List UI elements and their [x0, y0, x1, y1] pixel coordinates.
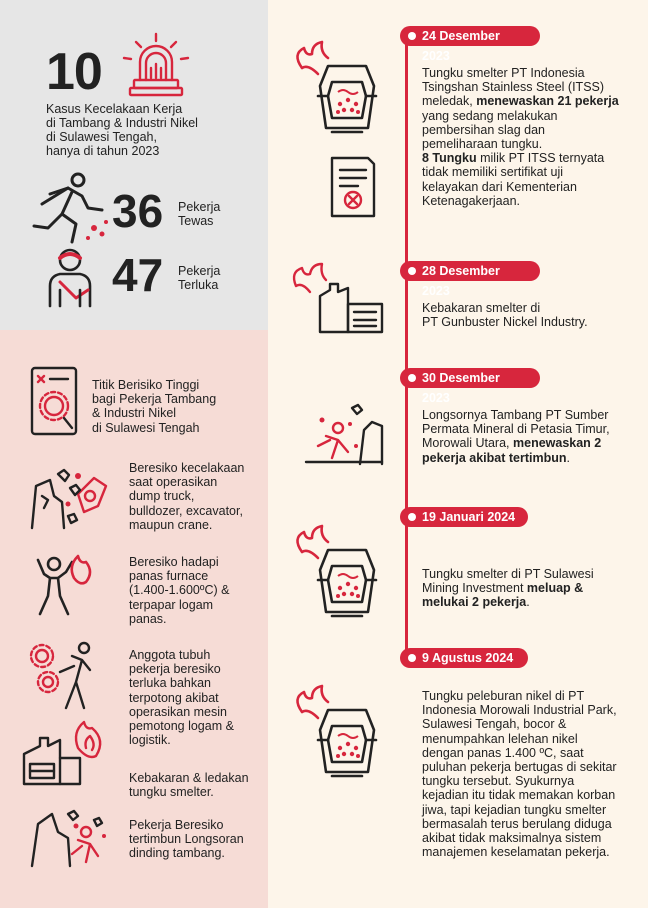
event-line: akibat tidak maksimalnya sistem [422, 831, 602, 846]
risk-line: saat operasikan [129, 475, 218, 490]
event-line: tungku tersebut. Syukurnya [422, 774, 575, 789]
timeline-line [405, 36, 408, 666]
running-worker-icon [28, 170, 112, 246]
cases-count: 10 [46, 43, 102, 101]
timeline-date-5 [400, 648, 528, 668]
event-line: manajemen keselamatan pekerja. [422, 845, 610, 860]
risk-line: Anggota tubuh [129, 648, 211, 662]
furnace-fire-icon [288, 524, 388, 624]
furnace-fire-icon [288, 684, 388, 784]
timeline-date-label: 9 Agustus 2024 [422, 651, 514, 665]
dead-label-line: Pekerja [178, 200, 221, 214]
event-line: Mining Investment meluap & [422, 581, 584, 596]
machine-gears-worker-icon [28, 638, 104, 712]
event-line: kelayakan dari Kementerian [422, 179, 577, 194]
risk-line: Beresiko hadapi [129, 555, 219, 569]
event-line: Tungku smelter PT Indonesia [422, 66, 585, 80]
event-line: pembersihan slag dan [422, 122, 545, 137]
timeline-date-label: 19 Januari 2024 [422, 510, 516, 524]
event-line: Tungku peleburan nikel di PT [422, 689, 585, 703]
injured-count: 47 [112, 249, 164, 301]
risk-header [92, 378, 216, 435]
risk-line: tertimbun Longsoran [129, 832, 244, 847]
factory-fire-icon [290, 262, 386, 334]
timeline-dot [408, 513, 416, 521]
event-line: Ketenagakerjaan. [422, 193, 520, 208]
risk-line: pekerja beresiko [129, 662, 221, 677]
event-line: Kebakaran smelter di [422, 301, 541, 315]
event-line: Longsornya Tambang PT Sumber [422, 408, 609, 422]
event-line: bermasalah terus berulang diduga [422, 816, 612, 831]
risk-line: panas. [129, 611, 167, 626]
event-line: pemeliharaan tungku. [422, 137, 543, 152]
risk-item-5 [129, 818, 244, 861]
risk-item-2 [129, 555, 229, 626]
risk-line: (1.400-1.600ºC) & [129, 583, 230, 598]
timeline-text-1 [422, 66, 640, 208]
checklist-search-icon [28, 366, 80, 438]
factory-fire-icon [20, 718, 116, 788]
risk-line: Pekerja Beresiko [129, 818, 224, 832]
injured-worker-icon [42, 246, 98, 308]
risk-line: operasikan mesin [129, 704, 227, 719]
event-line: melukai 2 pekerja. [422, 595, 530, 610]
risk-item-1 [129, 461, 244, 532]
timeline-date-label: 24 Desember 2023 [422, 29, 500, 63]
event-line: jiwa, tapi kejadian tungku smelter [422, 802, 607, 817]
event-line: Tungku smelter di PT Sulawesi [422, 567, 594, 581]
landslide-worker-icon [28, 806, 112, 868]
timeline-text-3 [422, 408, 640, 465]
event-line: puluhan pekerja bertugas di sekitar [422, 760, 617, 775]
timeline-text-2 [422, 301, 640, 329]
risk-line: Kebakaran & ledakan [129, 771, 249, 785]
timeline-date-1 [400, 26, 540, 63]
risk-line: dump truck, [129, 489, 195, 504]
risk-line: tungku smelter. [129, 785, 214, 800]
risk-header-line: di Sulawesi Tengah [92, 420, 200, 435]
risk-header-line: Titik Berisiko Tinggi [92, 378, 200, 392]
event-line: Tsingshan Stainless Steel (ITSS) [422, 80, 605, 95]
event-line: PT Gunbuster Nickel Industry. [422, 315, 588, 330]
dead-label-line: Tewas [178, 214, 214, 228]
timeline-dot [408, 654, 416, 662]
cases-description [46, 102, 256, 158]
event-line: 8 Tungku milik PT ITSS ternyata [422, 151, 605, 166]
event-line: Sulawesi Tengah, bocor & [422, 717, 567, 732]
timeline-text-4 [422, 567, 640, 610]
risk-line: logistik. [129, 733, 171, 748]
landslide-worker-icon [302, 400, 386, 466]
risk-line: Beresiko kecelakaan [129, 461, 245, 475]
furnace-fire-icon [288, 40, 388, 140]
cases-line: Kasus Kecelakaan Kerja [46, 102, 183, 116]
timeline-date-3 [400, 368, 540, 405]
risk-line: terpotong akibat [129, 690, 219, 705]
timeline-dot [408, 374, 416, 382]
injured-label [178, 264, 220, 292]
dead-label [178, 200, 220, 228]
risk-line: dinding tambang. [129, 846, 225, 861]
risk-item-3 [129, 648, 234, 747]
event-line: Permata Mineral di Petasia Timur, [422, 422, 610, 437]
timeline-date-label: 28 Desember 2023 [422, 264, 500, 298]
timeline-dot [408, 267, 416, 275]
timeline-date-label: 30 Desember 2023 [422, 371, 500, 405]
event-line: yang sedang melakukan [422, 108, 558, 123]
event-line: menumpahkan lelehan nikel [422, 731, 578, 746]
excavator-rockfall-icon [28, 466, 114, 530]
siren-icon [120, 32, 192, 100]
cases-line: di Tambang & Industri Nikel [46, 116, 198, 130]
risk-line: pemotong logam & [129, 719, 234, 734]
risk-line: maupun crane. [129, 517, 213, 532]
event-line: dengan panas 1.400 ºC, saat [422, 745, 584, 760]
injured-label-line: Terluka [178, 278, 219, 292]
risk-line: terpapar logam [129, 597, 214, 612]
risk-line: bulldozer, excavator, [129, 503, 243, 518]
burning-worker-icon [30, 548, 96, 622]
risk-line: panas furnace [129, 569, 209, 584]
dead-count: 36 [112, 185, 164, 237]
event-line: Morowali Utara, menewaskan 2 [422, 436, 602, 451]
risk-line: terluka bahkan [129, 676, 212, 691]
event-line: meledak, menewaskan 21 pekerja [422, 94, 619, 109]
risk-header-line: & Industri Nikel [92, 406, 177, 421]
event-line: pekerja akibat tertimbun. [422, 450, 570, 465]
timeline-date-2 [400, 261, 540, 298]
cases-line: hanya di tahun 2023 [46, 144, 160, 158]
event-line: tidak memiliki sertifikat uji [422, 165, 564, 180]
risk-item-4 [129, 771, 249, 799]
cases-line: di Sulawesi Tengah, [46, 130, 157, 144]
timeline-text-5 [422, 689, 644, 859]
injured-label-line: Pekerja [178, 264, 221, 278]
timeline-dot [408, 32, 416, 40]
event-line: Indonesia Morowali Industrial Park, [422, 703, 617, 718]
risk-header-line: bagi Pekerja Tambang [92, 392, 217, 407]
certificate-icon [328, 156, 378, 218]
timeline-date-4 [400, 507, 528, 527]
event-line: kejadian itu tidak memakan korban [422, 788, 616, 803]
